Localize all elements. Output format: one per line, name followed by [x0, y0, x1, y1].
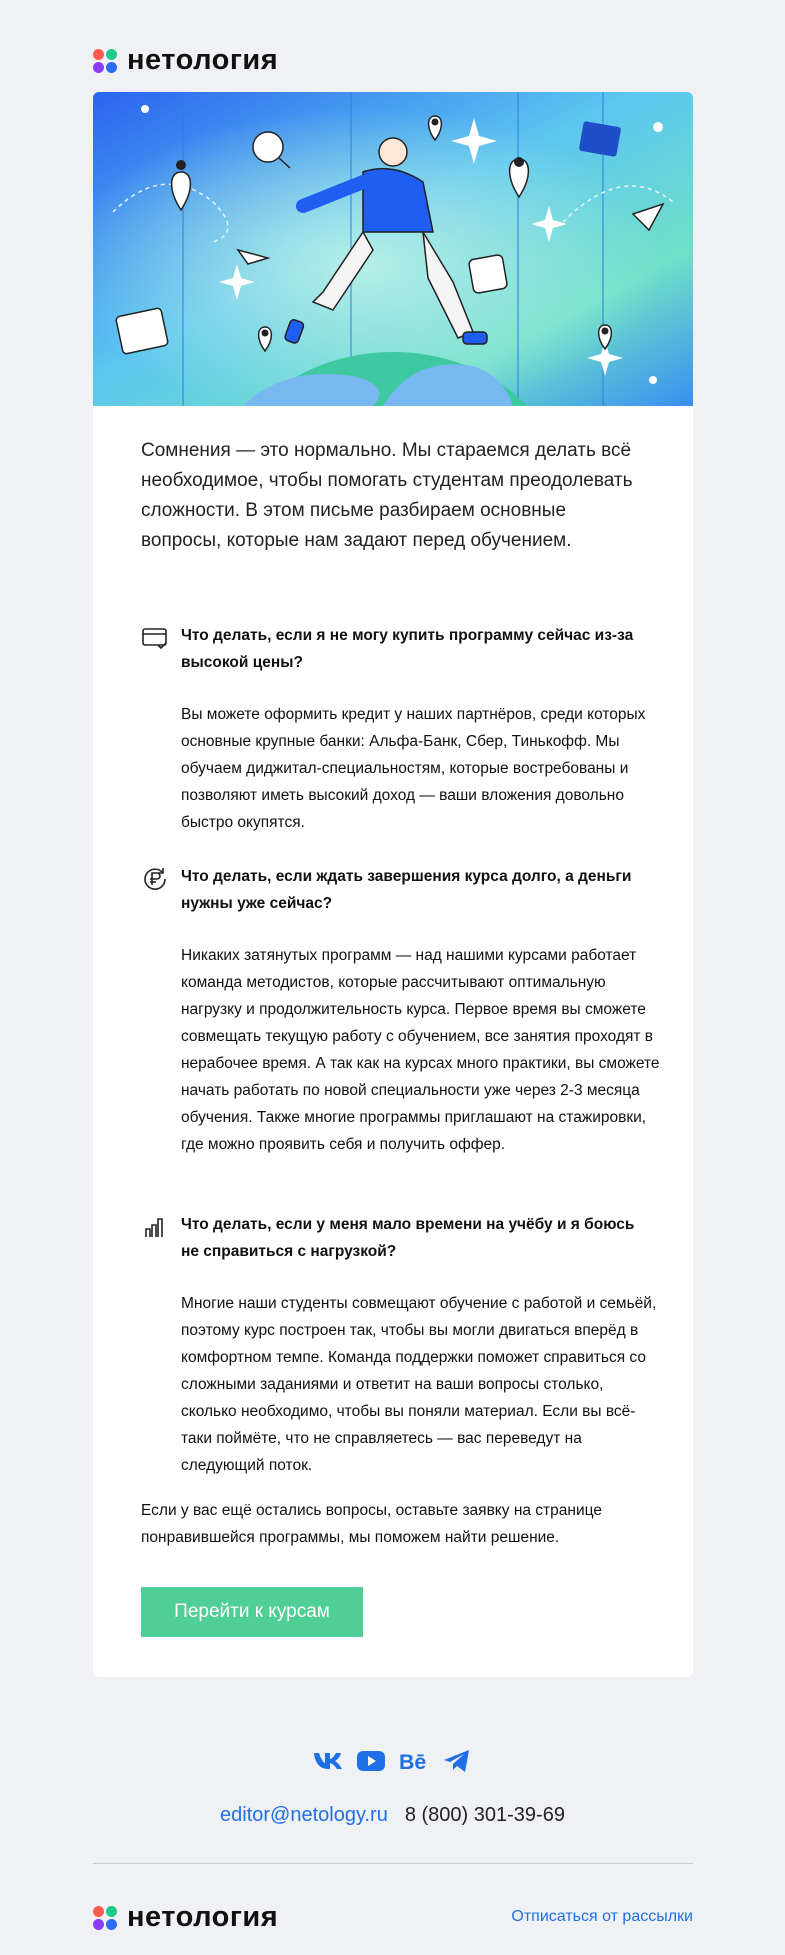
faq-question: Что делать, если я не могу купить программу сейчас из-за высокой цены? — [181, 627, 634, 671]
credit-card-icon — [141, 624, 169, 652]
go-to-courses-button[interactable]: Перейти к курсам — [141, 1587, 363, 1637]
footer-contacts — [0, 1804, 785, 1827]
faq-answer: Никаких затянутых программ — над нашими курсами работает команда методистов, которые рассчитывают оптимальную нагрузку и продолжительность курса. Первое время вы сможете совмещать текущую работу с обучением, все занятия проходят в нерабочее время. А так как на курсах много практики, вы сможете начать работать по новой специальности уже через 2-3 месяца обучения. Также многие программы приглашают на стажировки, где можно проявить себя и получить оффер. — [181, 947, 660, 1153]
telegram-icon[interactable] — [442, 1745, 473, 1776]
email-card — [93, 92, 693, 1677]
unsubscribe-link[interactable]: Отписаться от рассылки — [511, 1908, 693, 1925]
footer-logo[interactable] — [93, 1903, 278, 1932]
logo-text: нетология — [127, 1901, 279, 1933]
header-logo[interactable] — [93, 46, 278, 75]
footer-divider — [93, 1863, 693, 1864]
ruble-cycle-icon — [141, 865, 169, 893]
email-link[interactable]: editor@netology.ru — [220, 1804, 388, 1826]
logo-text: нетология — [127, 44, 279, 76]
youtube-icon[interactable] — [356, 1745, 387, 1776]
faq-answer: Многие наши студенты совмещают обучение с работой и семьёй, поэтому курс построен так, чтобы вы могли двигаться вперёд в комфортном темпе. Команда поддержки поможет справиться со сложными заданиями и ответит на ваши вопросы столько, сколько необходимо, чтобы вы поняли материал. Если вы всё-таки поймёте, что не справляетесь — вас переведут на следующий поток. — [181, 1295, 657, 1474]
faq-answer: Вы можете оформить кредит у наших партнёров, среди которых основные крупные банки: Альфа-Банк, Сбер, Тинькофф. Мы обучаем диджитал-специальностям, которые востребованы и позволяют иметь высокий доход — ваши вложения довольно быстро окупятся. — [181, 706, 646, 831]
logo-mark-icon — [93, 1906, 117, 1930]
phone-number[interactable]: 8 (800) 301-39-69 — [404, 1804, 565, 1826]
faq-question: Что делать, если у меня мало времени на учёбу и я боюсь не справиться с нагрузкой? — [181, 1216, 635, 1260]
intro-text: Сомнения — это нормально. Мы стараемся делать всё необходимое, чтобы помогать студентам преодолевать сложности. В этом письме разбираем основные вопросы, которые нам задают перед обучением. — [141, 440, 633, 551]
bar-chart-icon — [141, 1213, 169, 1241]
svg-text:Bē: Bē — [398, 1749, 426, 1772]
vk-icon[interactable] — [313, 1745, 344, 1776]
behance-icon[interactable] — [399, 1745, 430, 1776]
outro-text: Если у вас ещё остались вопросы, оставьте заявку на странице понравившейся программы, мы поможем найти решение. — [141, 1502, 602, 1546]
social-links — [0, 1745, 785, 1776]
hero-illustration — [93, 92, 693, 406]
faq-question: Что делать, если ждать завершения курса долго, а деньги нужны уже сейчас? — [181, 868, 632, 912]
logo-mark-icon — [93, 49, 117, 73]
